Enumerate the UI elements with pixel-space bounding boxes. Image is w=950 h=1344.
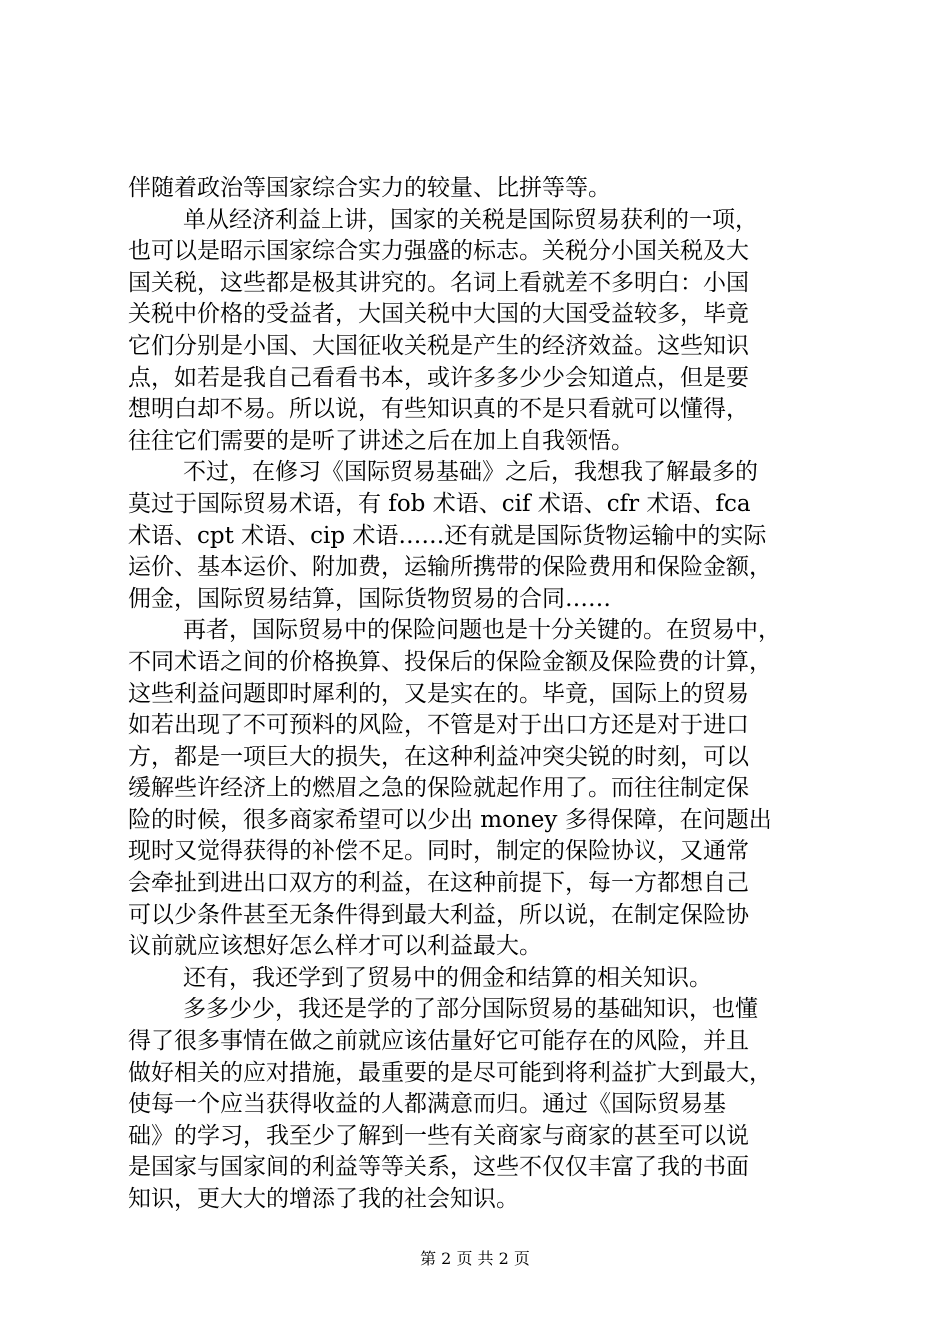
text-line: 往往它们需要的是听了讲述之后在加上自我领悟。 — [128, 427, 634, 454]
text-line: 知识，更大大的增添了我的社会知识。 — [128, 1186, 519, 1212]
text-line: 可以少条件甚至无条件得到最大利益，所以说，在制定保险协 — [128, 901, 749, 928]
paragraph-start-line: 单从经济利益上讲，国家的关税是国际贸易获利的一项， — [183, 206, 758, 233]
text-line: 莫过于国际贸易术语，有 fob 术语、cif 术语、cfr 术语、fca — [128, 490, 751, 517]
text-line: 这些利益问题即时犀利的，又是实在的。毕竟，国际上的贸易 — [128, 680, 749, 707]
text-line: 术语、cpt 术语、cip 术语……还有就是国际货物运输中的实际 — [128, 522, 767, 549]
text-line: 点，如若是我自己看看书本，或许多多少少会知道点，但是要 — [128, 364, 749, 391]
text-line: 关税中价格的受益者，大国关税中大国的大国受益较多，毕竟 — [128, 301, 749, 328]
text-line: 现时又觉得获得的补偿不足。同时，制定的保险协议，又通常 — [128, 838, 749, 865]
text-line: 方，都是一项巨大的损失，在这种利益冲突尖锐的时刻，可以 — [128, 743, 749, 770]
body-text — [128, 173, 828, 1216]
text-line: 使每一个应当获得收益的人都满意而归。通过《国际贸易基 — [128, 1091, 726, 1118]
text-line: 险的时候，很多商家希望可以少出 money 多得保障，在问题出 — [128, 806, 772, 833]
text-line: 做好相关的应对措施，最重要的是尽可能到将利益扩大到最大， — [128, 1059, 772, 1086]
text-line: 会牵扯到进出口双方的利益，在这种前提下，每一方都想自己 — [128, 870, 749, 897]
text-line: 如若出现了不可预料的风险，不管是对于出口方还是对于进口 — [128, 712, 749, 739]
text-line: 运价、基本运价、附加费，运输所携带的保险费用和保险金额， — [128, 554, 772, 581]
text-line: 不同术语之间的价格换算、投保后的保险金额及保险费的计算， — [128, 648, 772, 675]
text-line: 得了很多事情在做之前就应该估量好它可能存在的风险，并且 — [128, 1028, 749, 1055]
text-line: 也可以是昭示国家综合实力强盛的标志。关税分小国关税及大 — [128, 238, 749, 265]
text-line: 是国家与国家间的利益等等关系，这些不仅仅丰富了我的书面 — [128, 1154, 749, 1181]
text-line: 缓解些许经济上的燃眉之急的保险就起作用了。而往往制定保 — [128, 775, 749, 802]
paragraph-start-line: 不过，在修习《国际贸易基础》之后，我想我了解最多的 — [183, 459, 758, 486]
text-line: 议前就应该想好怎么样才可以利益最大。 — [128, 933, 542, 960]
text-line: 础》的学习，我至少了解到一些有关商家与商家的甚至可以说 — [128, 1122, 749, 1149]
paragraph-start-line: 再者，国际贸易中的保险问题也是十分关键的。在贸易中， — [183, 617, 781, 644]
text-line: 它们分别是小国、大国征收关税是产生的经济效益。这些知识 — [128, 332, 749, 359]
text-line: 想明白却不易。所以说，有些知识真的不是只看就可以懂得， — [128, 396, 749, 423]
paragraph-start-line: 还有，我还学到了贸易中的佣金和结算的相关知识。 — [183, 964, 712, 991]
text-line: 佣金，国际贸易结算，国际货物贸易的合同…… — [128, 585, 611, 612]
paragraph-start-line: 多多少少，我还是学的了部分国际贸易的基础知识，也懂 — [183, 996, 758, 1023]
text-line: 国关税，这些都是极其讲究的。名词上看就差不多明白：小国 — [128, 269, 749, 296]
page-footer: 第 2 页 共 2 页 — [420, 1249, 530, 1268]
text-line: 伴随着政治等国家综合实力的较量、比拼等等。 — [128, 175, 611, 201]
